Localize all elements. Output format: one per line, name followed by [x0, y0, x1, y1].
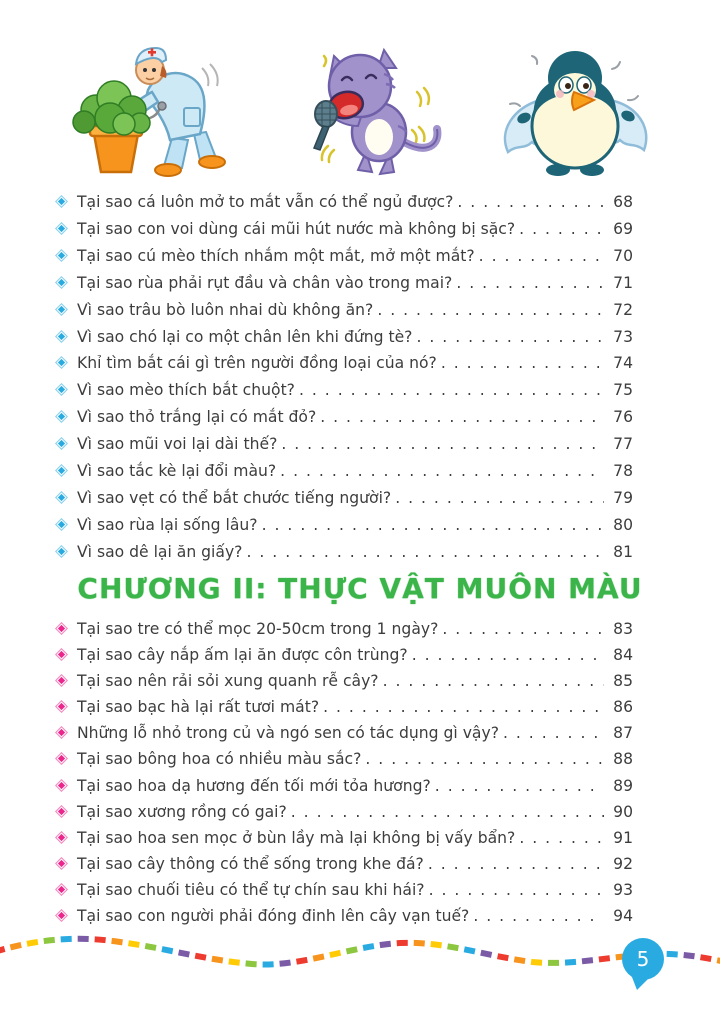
dot-leader: [428, 851, 604, 877]
toc-entry-title: Tại sao hoa sen mọc ở bùn lầy mà lại không bị vấy bẩn?: [77, 828, 516, 847]
dot-leader: [441, 350, 604, 377]
toc-entry-page: 85: [613, 672, 633, 691]
chapter-heading: CHƯƠNG II: THỰC VẬT MUÔN MÀU: [77, 571, 643, 605]
toc-entry: [55, 539, 633, 566]
dot-leader: [320, 404, 604, 431]
dot-leader: [365, 746, 604, 772]
toc-entry-title: Tại sao cú mèo thích nhắm một mắt, mở một mắt?: [77, 246, 475, 265]
diamond-bullet-icon: [55, 909, 68, 922]
diamond-bullet-icon: [55, 752, 68, 765]
dot-leader: [281, 431, 604, 458]
toc-entry-page: 78: [613, 462, 633, 481]
toc-entry: [55, 668, 633, 694]
diamond-bullet-icon: [55, 831, 68, 844]
dot-leader: [280, 458, 604, 485]
diamond-bullet-icon: [55, 464, 68, 477]
toc-entry-title: Tại sao cây nắp ấm lại ăn được côn trùng?: [77, 646, 408, 665]
toc-entry-title: Khỉ tìm bắt cái gì trên người đồng loại của nó?: [77, 354, 437, 373]
toc-entry-page: 91: [613, 828, 633, 847]
toc-entry-page: 71: [613, 273, 633, 292]
toc-entry: [55, 350, 633, 377]
page-number: 5: [636, 947, 650, 971]
toc-entry: [55, 189, 633, 216]
toc-entry-page: 69: [613, 219, 633, 238]
diamond-bullet-icon: [55, 276, 68, 289]
toc-entry-title: Tại sao bạc hà lại rất tươi mát?: [77, 698, 320, 717]
diamond-bullet-icon: [55, 726, 68, 739]
toc-entry-page: 86: [613, 698, 633, 717]
toc-entry: [55, 377, 633, 404]
toc-entry-page: 80: [613, 515, 633, 534]
dot-leader: [262, 512, 604, 539]
diamond-bullet-icon: [55, 410, 68, 423]
diamond-bullet-icon: [55, 437, 68, 450]
diamond-bullet-icon: [55, 195, 68, 208]
dot-leader: [519, 825, 604, 851]
toc-entry: [55, 243, 633, 270]
toc-entry-page: 87: [613, 724, 633, 743]
dot-leader: [429, 877, 604, 903]
page-number-bubble: [622, 938, 664, 990]
toc-entry: [55, 431, 633, 458]
dot-leader: [473, 903, 604, 929]
toc-entry-title: Vì sao vẹt có thể bắt chước tiếng người?: [77, 488, 392, 507]
toc-entry-title: Tại sao xương rồng có gai?: [77, 802, 287, 821]
toc-entry: [55, 825, 633, 851]
toc-entry-page: 81: [613, 542, 633, 561]
toc-entry-page: 72: [613, 300, 633, 319]
toc-entry: [55, 773, 633, 799]
toc-entry-title: Tại sao chuối tiêu có thể tự chín sau khi hái?: [77, 880, 425, 899]
toc-entry: [55, 903, 633, 929]
dot-leader: [457, 189, 604, 216]
toc-entry-title: Tại sao tre có thể mọc 20-50cm trong 1 ngày?: [77, 620, 439, 638]
toc-entry-title: Tại sao cá luôn mở to mắt vẫn có thể ngủ được?: [77, 193, 454, 211]
footer-decoration: [0, 928, 720, 1024]
toc-section-plants: [55, 616, 633, 929]
diamond-bullet-icon: [55, 674, 68, 687]
toc-entry: [55, 485, 633, 512]
toc-entry-title: Những lỗ nhỏ trong củ và ngó sen có tác dụng gì vậy?: [77, 724, 499, 743]
toc-entry: [55, 694, 633, 720]
diamond-bullet-icon: [55, 622, 68, 635]
toc-entry-title: Vì sao mèo thích bắt chuột?: [77, 381, 295, 400]
diamond-bullet-icon: [55, 883, 68, 896]
toc-entry-page: 94: [613, 907, 633, 926]
diamond-bullet-icon: [55, 491, 68, 504]
toc-entry-page: 77: [613, 435, 633, 454]
dot-leader: [479, 243, 604, 270]
toc-entry-title: Tại sao con người phải đóng đinh lên cây vạn tuế?: [77, 907, 470, 926]
diamond-bullet-icon: [55, 356, 68, 369]
toc-entry: [55, 458, 633, 485]
toc-entry-page: 89: [613, 776, 633, 795]
singing-cat-illustration-icon: [286, 34, 461, 183]
toc-entry: [55, 216, 633, 243]
doctor-plant-illustration-icon: [52, 30, 242, 182]
toc-entry-page: 75: [613, 381, 633, 400]
dot-leader: [416, 324, 604, 351]
toc-entry-title: Tại sao rùa phải rụt đầu và chân vào trong mai?: [77, 273, 453, 292]
dot-leader: [299, 377, 604, 404]
toc-entry: [55, 297, 633, 324]
toc-entry-title: Vì sao mũi voi lại dài thế?: [77, 435, 278, 454]
toc-entry-page: 93: [613, 880, 633, 899]
dot-leader: [383, 668, 604, 694]
toc-entry-title: Vì sao tắc kè lại đổi màu?: [77, 462, 277, 481]
toc-entry-title: Tại sao hoa dạ hương đến tối mới tỏa hương?: [77, 776, 431, 795]
toc-entry-title: Vì sao chó lại co một chân lên khi đứng tè?: [77, 327, 413, 346]
dot-leader: [442, 616, 604, 642]
toc-entry-page: 84: [613, 646, 633, 665]
diamond-bullet-icon: [55, 222, 68, 235]
diamond-bullet-icon: [55, 545, 68, 558]
toc-entry-page: 76: [613, 408, 633, 427]
toc-entry-page: 74: [613, 354, 633, 373]
toc-entry: [55, 404, 633, 431]
toc-entry-title: Vì sao trâu bò luôn nhai dù không ăn?: [77, 300, 374, 319]
diamond-bullet-icon: [55, 700, 68, 713]
dot-leader: [503, 720, 604, 746]
toc-entry: [55, 746, 633, 772]
toc-entry: [55, 324, 633, 351]
toc-entry-page: 70: [613, 246, 633, 265]
toc-section-animals: [55, 189, 633, 566]
diamond-bullet-icon: [55, 383, 68, 396]
toc-entry-title: Tại sao cây thông có thể sống trong khe đá?: [77, 854, 424, 873]
diamond-bullet-icon: [55, 805, 68, 818]
toc-entry-page: 79: [613, 488, 633, 507]
diamond-bullet-icon: [55, 779, 68, 792]
toc-entry-page: 88: [613, 750, 633, 769]
toc-entry: [55, 642, 633, 668]
toc-entry: [55, 512, 633, 539]
toc-entry-title: Tại sao bông hoa có nhiều màu sắc?: [77, 750, 362, 769]
toc-entry-title: Tại sao con voi dùng cái mũi hút nước mà không bị sặc?: [77, 219, 516, 238]
toc-entry: [55, 720, 633, 746]
dot-leader: [246, 539, 604, 566]
diamond-bullet-icon: [55, 857, 68, 870]
diamond-bullet-icon: [55, 518, 68, 531]
dot-leader: [519, 216, 604, 243]
diamond-bullet-icon: [55, 648, 68, 661]
toc-entry-page: 68: [613, 193, 633, 211]
diamond-bullet-icon: [55, 303, 68, 316]
toc-entry: [55, 799, 633, 825]
toc-entry-title: Vì sao thỏ trắng lại có mắt đỏ?: [77, 408, 317, 427]
penguin-illustration-icon: [488, 34, 663, 183]
dot-leader: [323, 694, 604, 720]
diamond-bullet-icon: [55, 330, 68, 343]
toc-entry: [55, 877, 633, 903]
toc-entry: [55, 851, 633, 877]
diamond-bullet-icon: [55, 249, 68, 262]
dot-leader: [456, 270, 604, 297]
toc-entry-title: Vì sao dê lại ăn giấy?: [77, 542, 243, 561]
toc-entry-page: 92: [613, 854, 633, 873]
toc-entry: [55, 616, 633, 642]
dot-leader: [291, 799, 604, 825]
toc-entry-title: Vì sao rùa lại sống lâu?: [77, 515, 258, 534]
dot-leader: [377, 297, 604, 324]
toc-entry-title: Tại sao nên rải sỏi xung quanh rễ cây?: [77, 672, 379, 691]
dot-leader: [412, 642, 604, 668]
rainbow-dash-wave: [0, 939, 720, 965]
toc-entry-page: 73: [613, 327, 633, 346]
toc-entry-page: 83: [613, 620, 633, 638]
toc-entry-page: 90: [613, 802, 633, 821]
dot-leader: [395, 485, 604, 512]
toc-entry: [55, 270, 633, 297]
dot-leader: [435, 773, 604, 799]
